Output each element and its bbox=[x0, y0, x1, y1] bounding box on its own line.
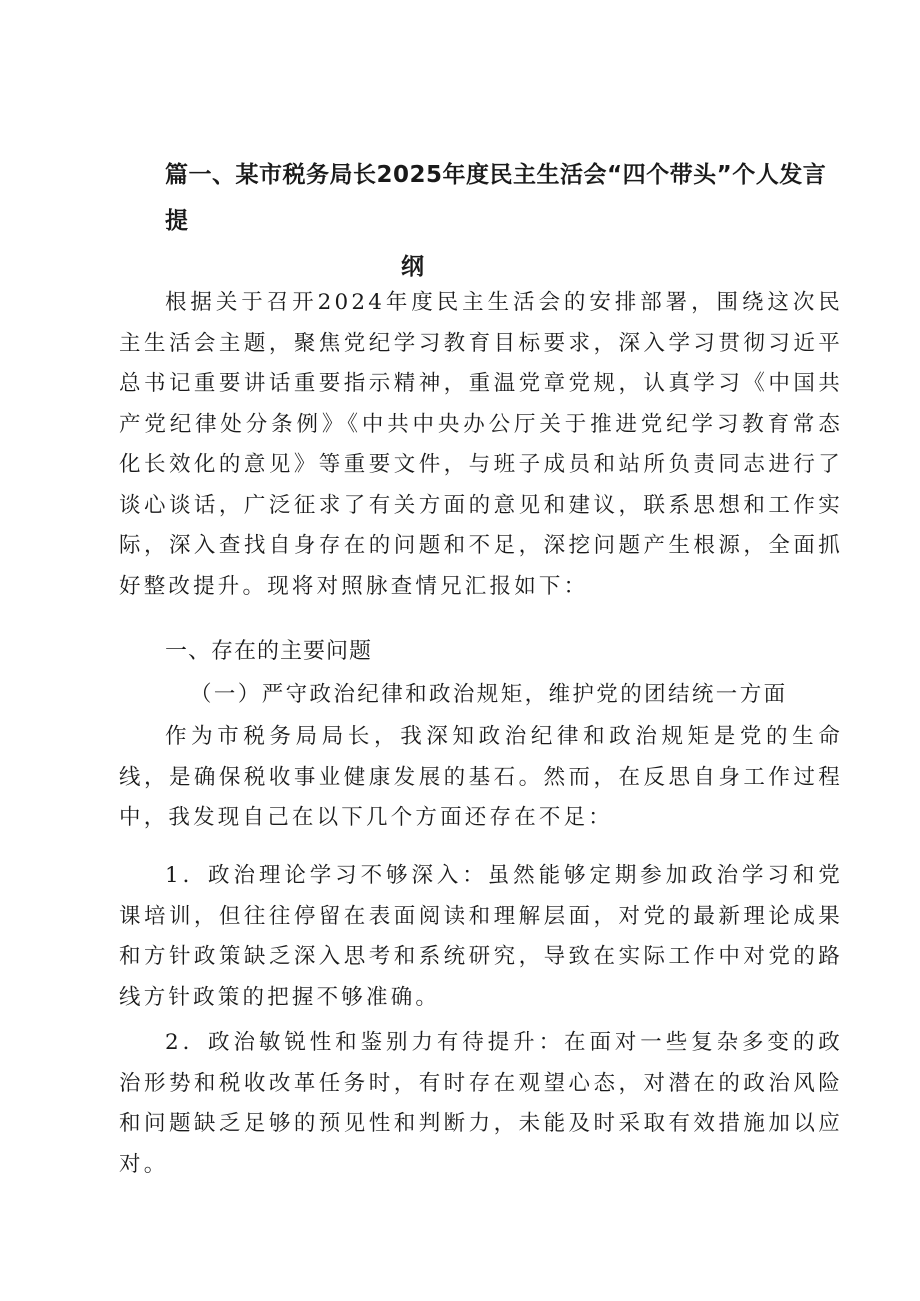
title-line-1: 篇一、某市税务局长2025年度民主生活会“四个带头”个人发言提 bbox=[165, 162, 827, 234]
list-item-1: 1．政治理论学习不够深入：虽然能够定期参加政治学习和党课培训，但往往停留在表面阅读和理解层面，对党的最新理论成果和方针政策缺乏深入思考和系统研究，导致在实际工作中对党的路线方针政策的把握不够准确。 bbox=[119, 863, 843, 1010]
list-item-2: 2．政治敏锐性和鉴别力有待提升：在面对一些复杂多变的政治形势和税收改革任务时，有时存在观望心态，对潜在的政治风险和问题缺乏足够的预见性和判断力，未能及时采取有效措施加以应对。 bbox=[119, 1030, 843, 1177]
title-line-2: 纲 bbox=[401, 254, 425, 280]
subsection-heading: （一）严守政治纪律和政治规矩，维护党的团结统一方面 bbox=[190, 682, 788, 707]
section-heading: 一、存在的主要问题 bbox=[165, 639, 373, 664]
document-title bbox=[165, 152, 845, 290]
body-paragraph: 作为市税务局局长，我深知政治纪律和政治规矩是党的生命线，是确保税收事业健康发展的基石。然而，在反思自身工作过程中，我发现自己在以下几个方面还存在不足： bbox=[119, 724, 843, 830]
intro-paragraph: 根据关于召开2024年度民主生活会的安排部署，围绕这次民主生活会主题，聚焦党纪学习教育目标要求，深入学习贯彻习近平总书记重要讲话重要指示精神，重温党章党规，认真学习《中国共产党纪律处分条例》《中共中央办公厅关于推进党纪学习教育常态化长效化的意见》等重要文件，与班子成员和站所负责同志进行了谈心谈话，广泛征求了有关方面的意见和建议，联系思想和工作实际，深入查找自身存在的问题和不足，深挖问题产生根源，全面抓好整改提升。现将对照脉查情兄汇报如下： bbox=[119, 290, 843, 599]
